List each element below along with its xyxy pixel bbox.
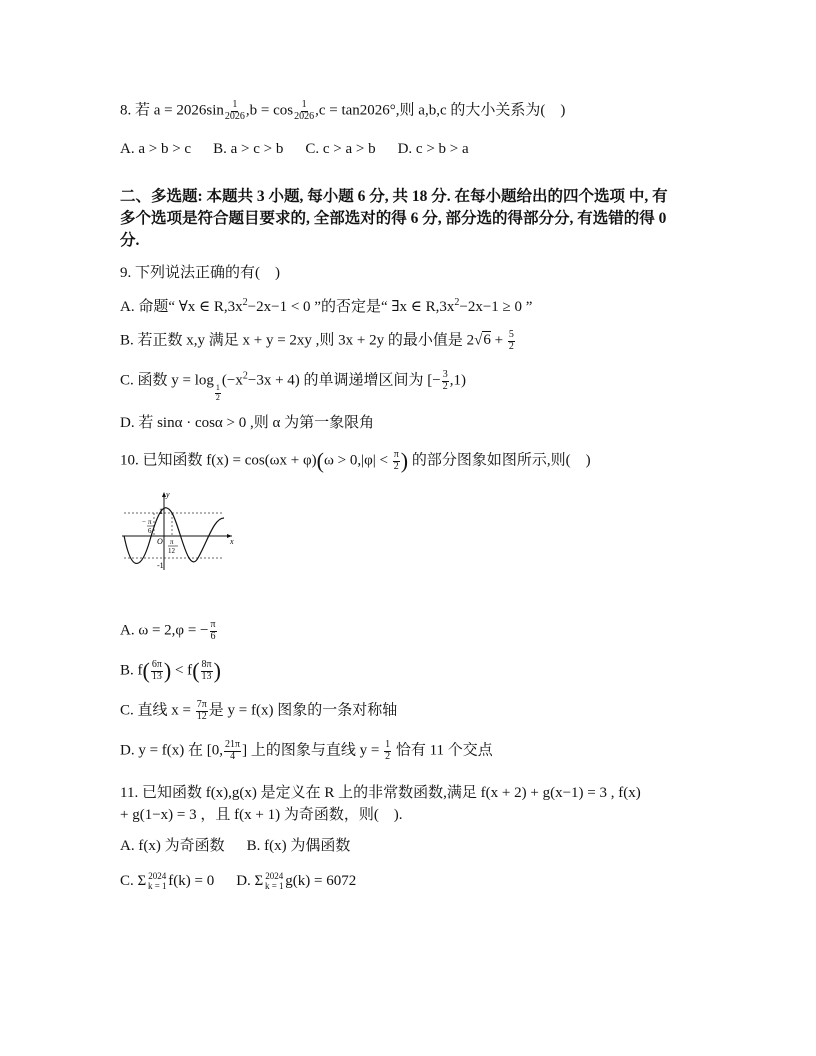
q10-option-b: B. f( $\frac{6\pi}{13}$ ) < f( $\frac{8\pi}{13}$ ) bbox=[120, 658, 221, 683]
q8-option-c: C. c > a > b bbox=[305, 141, 376, 157]
q11-options-cd bbox=[120, 872, 356, 891]
origin-label: O bbox=[157, 537, 163, 546]
cosine-graph bbox=[120, 488, 240, 572]
q8-option-d: D. c > b > a bbox=[397, 141, 469, 157]
q10-option-d: D. y = f(x) 在 [0, $\frac{21\pi}{4}$ ] 上的图象与直线 y = $\frac{1}{2}$ 恰有 11 个交点 bbox=[120, 739, 493, 762]
q9-stem: 9. 下列说法正确的有( ) bbox=[120, 265, 280, 281]
q11-stem-line1: 11. 已知函数 f(x),g(x) 是定义在 R 上的非常数函数,满足 f(x + 2) + g(x−1) = 3 , f(x) bbox=[120, 785, 641, 801]
q9-option-d: D. 若 sinα · cosα > 0 ,则 α 为第一象限角 bbox=[120, 415, 375, 431]
q11-option-b: B. f(x) 为偶函数 bbox=[246, 838, 351, 854]
q10-option-a: A. ω = 2,φ = − $\frac{\pi}{6}$ bbox=[120, 619, 216, 642]
q8-frac-a: $\frac{1}{2026}$ bbox=[224, 99, 245, 122]
q8-frac-b: $\frac{1}{2026}$ bbox=[294, 99, 315, 122]
q9-option-a: A. 命题“ ∀x ∈ $R,3x^2-2x-1 < 0$ ”的否定是“ ∃x ∈ $R,3x^2-2x-1 \ge 0$ ” bbox=[120, 297, 533, 315]
section2-line2: 多个选项是符合题目要求的, 全部选对的得 6 分, 部分选的得部分分, 有选错的得 0 bbox=[120, 210, 667, 227]
tick-pi12-num: π bbox=[170, 538, 174, 546]
q11-options-ab bbox=[120, 837, 350, 855]
tick-neg-one-label: -1 bbox=[157, 561, 164, 570]
section2-line1: 二、多选题: 本题共 3 小题, 每小题 6 分, 共 18 分. 在每小题给出的四个选项 中, 有 bbox=[120, 188, 668, 205]
q9-option-c: C. 函数 y = log $\frac{1}{2}$ $(-x^2-3x + 4)$ 的单调递增区间为 [− $\frac{3}{2}$ ,1) bbox=[120, 369, 467, 402]
q10-option-c: C. 直线 x = $\frac{7\pi}{12}$ 是 y = f(x) 图象的一条对称轴 bbox=[120, 699, 398, 722]
y-axis-label: y bbox=[166, 490, 170, 499]
q9-option-b: B. 若正数 x,y 满足 x + y = 2xy ,则 3x + 2y 的最小值是 2√6 + $\frac{5}{2}$ bbox=[120, 329, 514, 352]
q11-stem-line2: + g(1−x) = 3 ，且 f(x + 1) 为奇函数，则( ). bbox=[120, 807, 403, 823]
tick-one-label: 1 bbox=[159, 507, 163, 516]
q11-option-d: D. Σ 2024 k = 1 g(k) = 6072 bbox=[236, 871, 357, 891]
x-axis-label: x bbox=[230, 537, 234, 546]
q8-option-b: B. a > c > b bbox=[213, 141, 284, 157]
q11-option-c: C. Σ 2024 k = 1 f(k) = 0 bbox=[120, 871, 215, 891]
q8-stem: 8. 若 a = 2026sin $\frac{1}{2026}$ ,b = cos $\frac{1}{2026}$ ,c = tan2026°,则 a,b,c 的大小关系为( ) bbox=[120, 99, 566, 122]
q10-stem: 10. 已知函数 f(x) = cos(ωx + φ)(ω > 0,|φ| < $\frac{\pi}{2}$ ) 的部分图象如图所示,则( ) bbox=[120, 448, 591, 473]
section2-line3: 分. bbox=[120, 232, 140, 249]
tick-neg-pi6-sign: − bbox=[142, 518, 146, 526]
q8-option-a: A. a > b > c bbox=[120, 141, 192, 157]
q11-option-a: A. f(x) 为奇函数 bbox=[120, 838, 225, 854]
tick-pi12-den: 12 bbox=[168, 547, 175, 555]
tick-neg-pi6-den: 6 bbox=[148, 527, 152, 535]
tick-neg-pi6-num: π bbox=[148, 518, 152, 526]
q8-options bbox=[120, 140, 469, 158]
